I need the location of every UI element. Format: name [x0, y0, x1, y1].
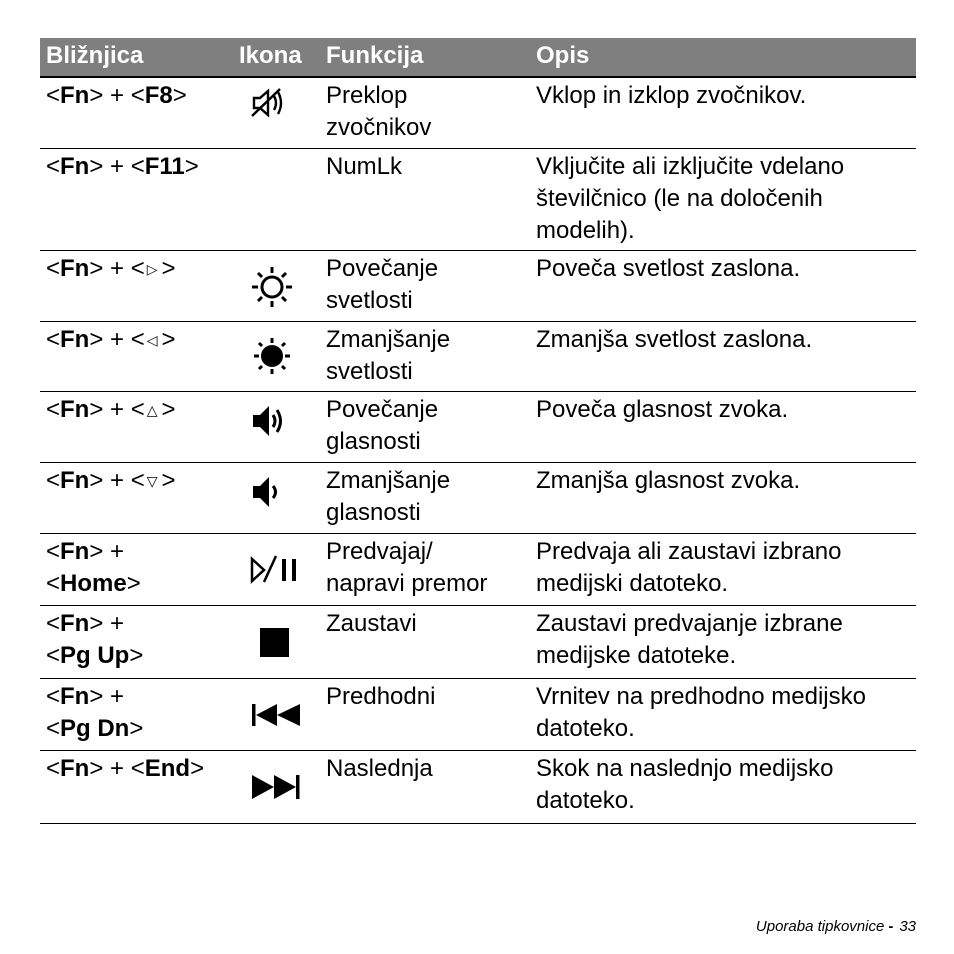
shortcut-cell: <Fn> + <F8>	[46, 82, 187, 109]
next-track-icon	[250, 774, 302, 800]
table-row	[40, 751, 916, 824]
function-cell: Predhodni	[326, 683, 436, 710]
footer-section: Uporaba tipkovnice	[755, 918, 885, 935]
header-icon: Ikona	[239, 42, 302, 69]
description-cell: Poveča svetlost zaslona.	[536, 255, 801, 282]
description-cell: Predvaja ali zaustavi izbrano medijski datoteko.	[536, 538, 842, 597]
function-cell: Naslednja	[326, 755, 433, 782]
description-cell: Poveča glasnost zvoka.	[536, 396, 789, 423]
header-function: Funkcija	[326, 42, 424, 69]
table-row	[40, 392, 916, 463]
function-cell: NumLk	[326, 153, 403, 180]
function-cell: Zmanjšanje svetlosti	[326, 326, 451, 385]
description-cell: Skok na naslednjo medijsko datoteko.	[536, 755, 834, 814]
description-cell: Zmanjša glasnost zvoka.	[536, 467, 801, 494]
header-shortcut: Bližnjica	[46, 42, 144, 69]
table-header	[40, 38, 916, 78]
shortcut-cell: <Fn> + <End>	[46, 755, 205, 782]
function-cell: Zmanjšanje glasnosti	[326, 467, 451, 526]
play-pause-icon	[250, 554, 302, 586]
shortcut-cell: <Fn> + < ◁ >	[46, 326, 176, 353]
function-cell: Povečanje svetlosti	[326, 255, 439, 314]
shortcut-cell: <Fn> + < △ >	[46, 396, 176, 423]
description-cell: Zmanjša svetlost zaslona.	[536, 326, 813, 353]
shortcut-cell: <Fn> + < ▽ >	[46, 467, 176, 494]
table-row	[40, 463, 916, 534]
table-row	[40, 149, 916, 251]
function-cell: Zaustavi	[326, 610, 417, 637]
description-cell: Vključite ali izključite vdelano številčnico (le na določenih modelih).	[536, 153, 845, 244]
table-row	[40, 251, 916, 322]
table-row	[40, 606, 916, 679]
previous-track-icon	[250, 703, 302, 727]
stop-icon	[260, 628, 312, 658]
brightness-up-icon	[250, 265, 302, 309]
function-cell: Povečanje glasnosti	[326, 396, 439, 455]
description-cell: Zaustavi predvajanje izbrane medijske datoteke.	[536, 610, 843, 669]
shortcut-cell: <Fn> + <Pg Up>	[46, 610, 144, 669]
shortcut-cell: <Fn> + <Home>	[46, 538, 141, 597]
table-row	[40, 322, 916, 392]
shortcut-cell: <Fn> + < ▷ >	[46, 255, 176, 282]
table-row	[40, 679, 916, 751]
header-description: Opis	[536, 42, 590, 69]
volume-down-icon	[250, 473, 302, 511]
function-cell: Predvajaj/ napravi premor	[326, 538, 488, 597]
shortcut-cell: <Fn> + <Pg Dn>	[46, 683, 144, 742]
description-cell: Vklop in izklop zvočnikov.	[536, 82, 807, 109]
shortcut-table	[40, 38, 916, 824]
table-row	[40, 78, 916, 149]
table-row	[40, 534, 916, 606]
description-cell: Vrnitev na predhodno medijsko datoteko.	[536, 683, 866, 742]
speaker-toggle-icon	[250, 86, 302, 120]
brightness-down-icon	[250, 334, 302, 378]
volume-up-icon	[250, 402, 302, 440]
page-footer: Uporaba tipkovnice - 33	[755, 918, 916, 935]
shortcut-cell: <Fn> + <F11>	[46, 153, 199, 180]
function-cell: Preklop zvočnikov	[326, 82, 432, 141]
page-number: 33	[899, 918, 916, 935]
